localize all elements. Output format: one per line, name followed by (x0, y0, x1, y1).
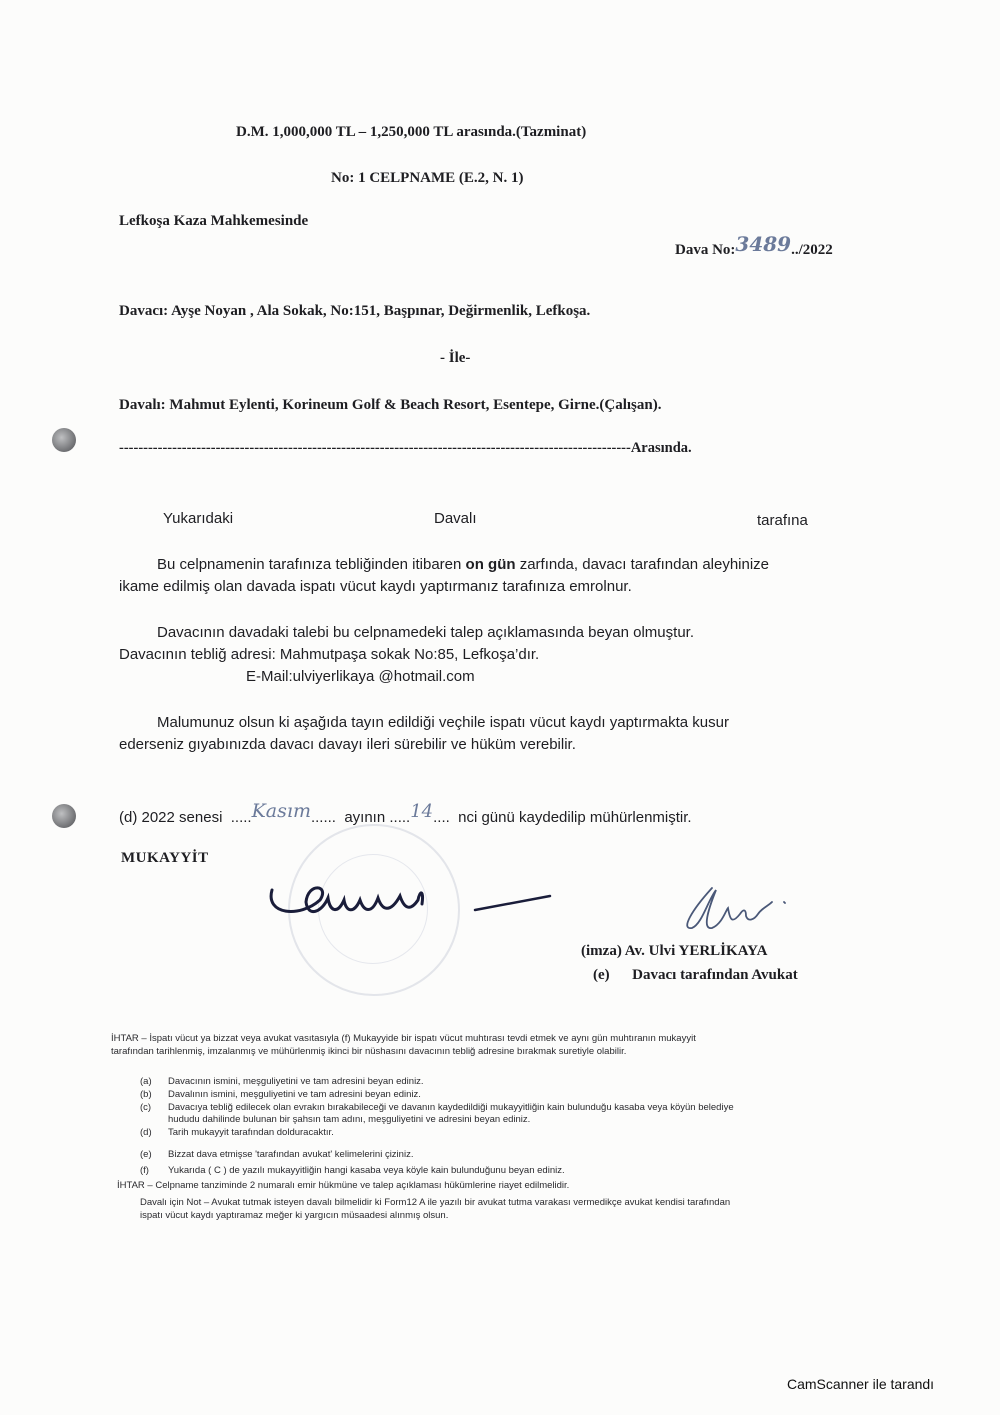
punch-hole (52, 804, 76, 828)
dash-separator: ----------------------------------------------------------------------------------------------------------Arasında. (119, 440, 692, 456)
addressee-word-1: Yukarıdaki (163, 510, 234, 527)
date-middle: ayının (344, 809, 386, 826)
date-month-handwritten: Kasım (251, 800, 311, 822)
registrar-label: MUKAYYİT (121, 850, 209, 866)
note-item-text: Davacıya tebliğ edilecek olan evrakın bırakabileceği ve davanın kaydedildiği mukayyitliğin kain bulunduğu kasaba veya köyün belediye (168, 1102, 734, 1113)
addressee-word-3: tarafına (757, 512, 808, 529)
case-number-year: /2022 (798, 242, 833, 258)
punch-hole (52, 428, 76, 452)
date-line: (d) 2022 senesi .....Kasım...... ayının .....14.... nci günü kaydedilip mühürlenmiştir. (119, 800, 692, 826)
date-suffix: nci günü kaydedilip mühürlenmiştir. (458, 809, 692, 826)
signature-line-1: (imza) Av. Ulvi YERLİKAYA (581, 943, 768, 959)
defendant: Davalı: Mahmut Eylenti, Korineum Golf & Beach Resort, Esentepe, Girne.(Çalışan). (119, 397, 662, 413)
note-item-d (140, 1127, 334, 1139)
note-item-letter: (b) (140, 1089, 152, 1100)
paragraph-2-email: E-Mail:ulviyerlikaya @hotmail.com (246, 668, 475, 685)
defendant-note-line-2: ispatı vücut kaydı yaptıramaz meğer ki yargıcın müsaadesi alınmış olsun. (140, 1210, 449, 1221)
note-item-e (140, 1149, 413, 1161)
note-item-text: Davacının ismini, meşguliyetini ve tam adresini beyan ediniz. (168, 1076, 424, 1087)
signature-role: Davacı tarafından Avukat (632, 967, 798, 983)
note-item-b (140, 1089, 421, 1101)
note-item-letter: (f) (140, 1165, 149, 1176)
note-item-a (140, 1076, 424, 1088)
ihtar-1-line-1: İHTAR – İspatı vücut ya bizzat veya avukat vasıtasıyla (f) Mukayyide bir ispatı vücut muhtırası tevdi etmek ve aynı gün muhtıranın mukayyit (111, 1033, 696, 1044)
note-item-letter: (c) (140, 1102, 152, 1113)
note-item-text: Tarih mukayyit tarafından dolduracaktır. (168, 1127, 334, 1138)
court-name: Lefkoşa Kaza Mahkemesinde (119, 213, 309, 229)
paragraph-3-line-1: Malumunuz olsun ki aşağıda tayın edildiği veçhile ispatı vücut kaydı yaptırmakta kusur (157, 714, 729, 731)
between-word: - İle- (440, 350, 471, 366)
case-number-handwritten: 3489 (735, 232, 792, 256)
note-item-c (140, 1102, 734, 1114)
paragraph-2-line-1: Davacının davadaki talebi bu celpnamedeki talep açıklamasında beyan olmuştur. (157, 624, 694, 641)
ihtar-2: İHTAR – Celpname tanziminde 2 numaralı emir hükmüne ve talep açıklaması hükümlerine riayet edilmelidir. (117, 1180, 570, 1191)
paragraph-1-text-a: Bu celpnamenin tarafınıza tebliğinden itibaren (157, 556, 466, 573)
signature-line-2 (593, 967, 798, 984)
date-prefix: (d) 2022 senesi (119, 809, 223, 826)
note-item-text: hududu dahilinde bulunan bir şahsın tam adını, meşguliyetini ve adresini beyan ediniz. (168, 1114, 531, 1125)
note-item-letter: (d) (140, 1127, 152, 1138)
signature-letter: (e) (593, 967, 610, 983)
plaintiff: Davacı: Ayşe Noyan , Ala Sokak, No:151, Başpınar, Değirmenlik, Lefkoşa. (119, 303, 591, 319)
case-number: Dava No:3489../2022 (675, 232, 833, 258)
registrar-signature (260, 860, 560, 940)
header-title: D.M. 1,000,000 TL – 1,250,000 TL arasında.(Tazminat) (236, 124, 587, 140)
note-item-letter: (a) (140, 1076, 152, 1087)
paragraph-1-line-2: ikame edilmiş olan davada ispatı vücut kaydı yaptırmanız tarafınıza emrolnur. (119, 578, 632, 595)
note-item-letter: (e) (140, 1149, 152, 1160)
form-number: No: 1 CELPNAME (E.2, N. 1) (331, 170, 524, 186)
paragraph-1-text-b: zarfında, davacı tarafından aleyhinize (515, 556, 770, 573)
note-item-f (140, 1165, 565, 1177)
paragraph-1-line-1 (157, 556, 769, 573)
note-item-text: Davalının ismini, meşguliyetini ve tam adresini beyan ediniz. (168, 1089, 421, 1100)
paragraph-1-emphasis: on gün (465, 556, 516, 573)
case-number-label: Dava No: (675, 242, 736, 258)
note-item-text: Yukarıda ( C ) de yazılı mukayyitliğin hangi kasaba veya köyle kain bulunduğunu beyan ediniz. (168, 1165, 565, 1176)
scanner-watermark: CamScanner ile tarandı (787, 1376, 935, 1392)
paragraph-3-line-2: ederseniz gıyabınızda davacı davayı ileri sürebilir ve hüküm verebilir. (119, 736, 576, 753)
date-day-handwritten: 14 (410, 801, 434, 822)
paragraph-2-line-2: Davacının tebliğ adresi: Mahmutpaşa sokak No:85, Lefkoşa’dır. (119, 646, 540, 663)
defendant-note-line-1: Davalı için Not – Avukat tutmak isteyen davalı bilmelidir ki Form12 A ile yazılı bir avukat tutma varakası vermedikçe avukat kendisi tarafından (140, 1197, 731, 1208)
note-item-text: Bizzat dava etmişse 'tarafından avukat' kelimelerini çiziniz. (168, 1149, 414, 1160)
note-item-c-cont (140, 1114, 530, 1126)
ihtar-1-line-2: tarafından tarihlenmiş, imzalanmış ve mühürlenmiş ikinci bir nüshasını davacının tebliğ adresine bırakmak suretiyle olabilir. (111, 1046, 627, 1057)
lawyer-signature (672, 880, 802, 940)
addressee-word-2: Davalı (434, 510, 477, 527)
